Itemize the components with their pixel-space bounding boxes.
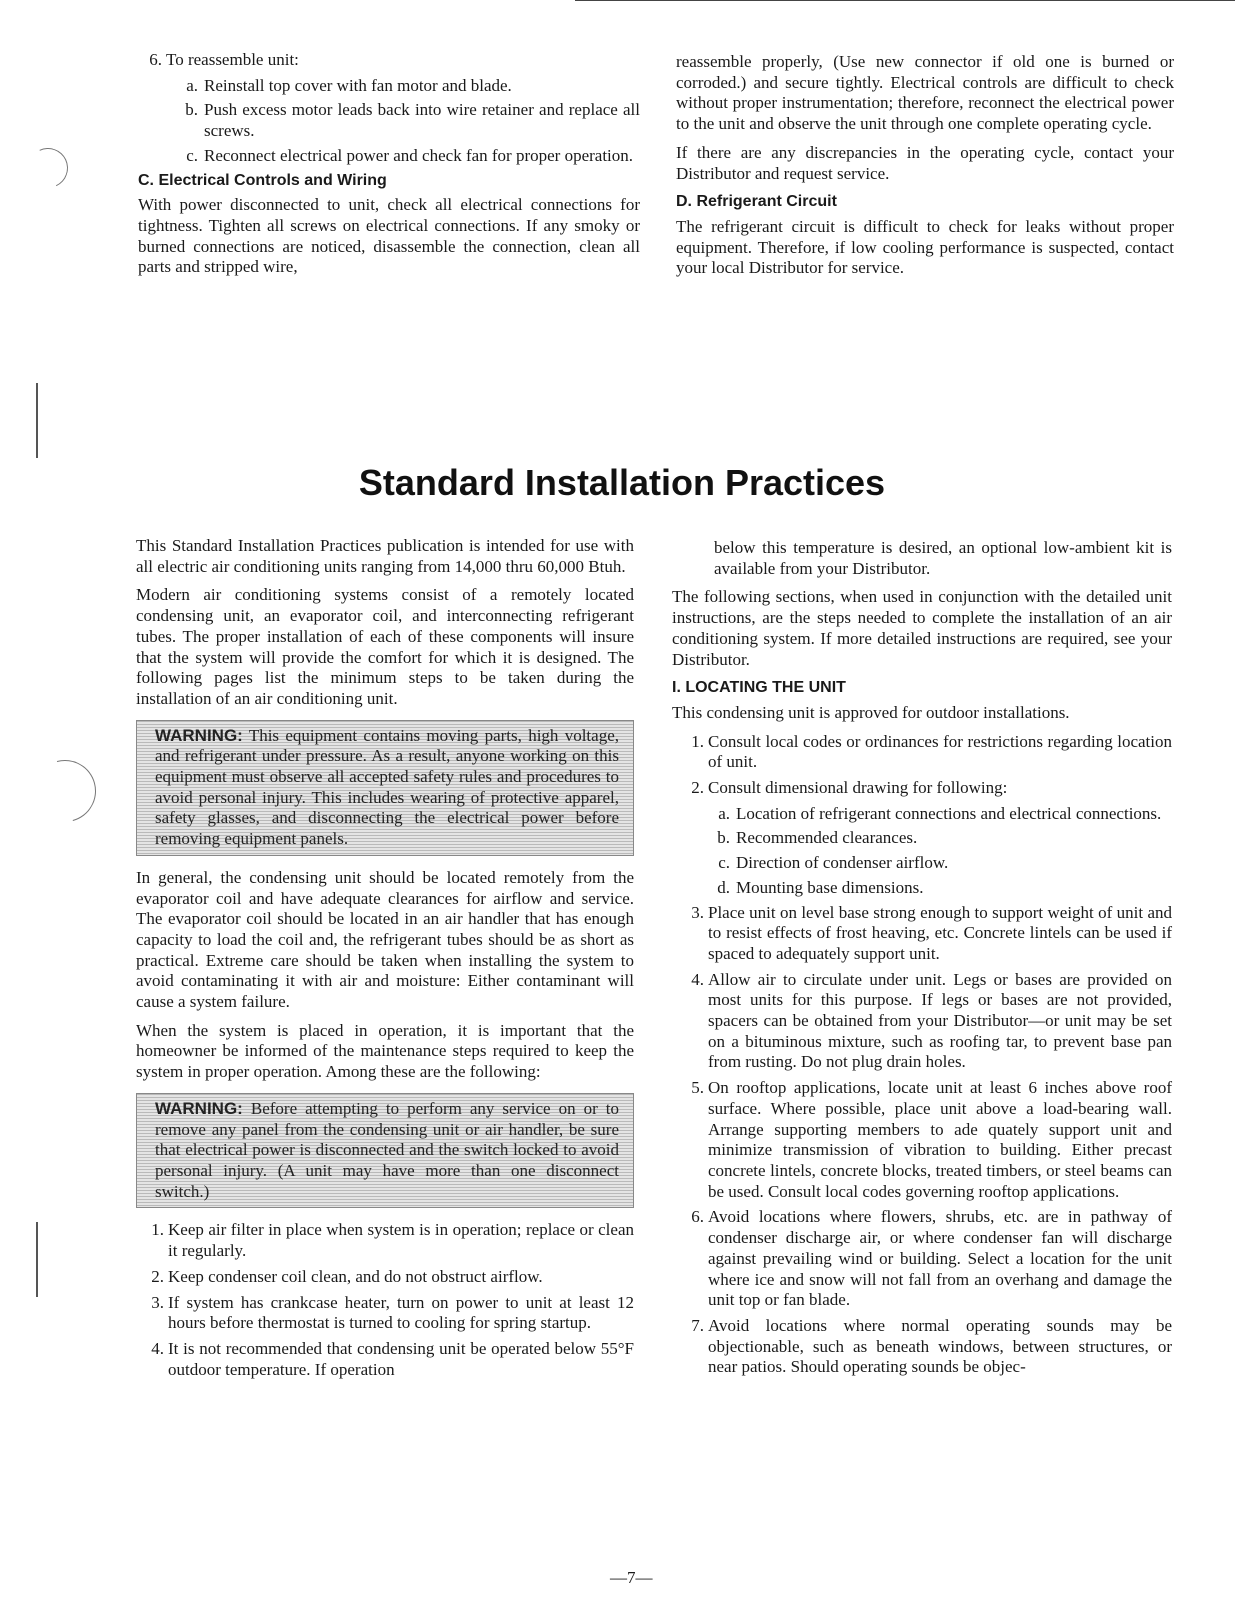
list-item-number: 1. (151, 1220, 164, 1240)
list-item-text: If system has crankcase heater, turn on power to unit at least 12 hours before thermostat is turned to cooling for spring startup. (168, 1292, 634, 1333)
list-item (680, 778, 1172, 799)
sub-item-text: Mounting base dimensions. (736, 877, 924, 897)
list-item (140, 1293, 634, 1334)
list-item-number: 7. (691, 1315, 704, 1335)
list-item (680, 970, 1172, 1074)
list-item-text: Avoid locations where normal operating sounds may be objectionable, such as beneath windows, between structures, or near patios. Should operating sounds be objec- (708, 1315, 1172, 1377)
paragraph: The following sections, when used in conjunction with the detailed unit instructions, are the steps needed to complete the installation of an air conditioning system. If more detailed instructions are required, see your Distributor. (672, 587, 1172, 669)
paragraph: reassemble properly, (Use new connector if old one is burned or corroded.) and secure tightly. Electrical controls are difficult to check without proper instrumentation; therefore, reconnect the electrical power to the unit and observe the unit through one complete operating cycle. (676, 52, 1174, 134)
sub-item-label: a. (718, 803, 730, 823)
sub-item-text: Reconnect electrical power and check fan for proper operation. (204, 145, 634, 165)
warning-label: WARNING: (155, 1098, 243, 1118)
list-item-number: 2. (151, 1266, 164, 1286)
paragraph: Modern air conditioning systems consist of a remotely located condensing unit, an evaporator coil, and interconnecting refrigerant tubes. The proper installation of each of these components will insure that the system will provide the comfort for which it is designed. The following pages list the minimum steps to be taken during the installation of an air conditioning unit. (136, 585, 634, 708)
list-item-text: It is not recommended that condensing unit be operated below 55°F outdoor temperature. If operation (168, 1338, 634, 1379)
list-item-number: 3. (151, 1292, 164, 1312)
sub-item-label: c. (718, 853, 730, 873)
sub-item-text: Push excess motor leads back into wire retainer and replace all screws. (204, 100, 640, 141)
hole-punch-arc-2 (23, 749, 108, 834)
lower-right-column (672, 538, 1172, 1383)
paragraph: In general, the condensing unit should be located remotely from the evaporator coil and have adequate clearances for airflow and service. The evaporator coil should be located in an air handler that has enough capacity to load the coil and, the refrigerant tubes should be as short as practical. Extreme care should be taken when installing the system to avoid contaminating it with air and moisture: Either contaminant will cause a system failure. (136, 867, 634, 1012)
list-item-number: 4. (691, 969, 704, 989)
top-left-column (138, 50, 640, 286)
warning-text: Before attempting to perform any service on or to remove any panel from the condensing unit or air handler, be sure that electrical power is disconnected and the switch locked to avoid personal injury. (A unit may have more than one disconnect switch.) (155, 1098, 620, 1201)
sub-item (178, 100, 640, 141)
list-item-text: Avoid locations where flowers, shrubs, etc. are in pathway of condenser discharge air, or where condenser fan will discharge against prevailing wind or building. Select a location for the unit where ice and snow will not fall from an overhang and damage the unit top or fan blade. (708, 1207, 1172, 1310)
list-item-number: 2. (691, 778, 704, 798)
warning-box-2 (136, 1093, 634, 1209)
list-item-text: Consult local codes or ordinances for restrictions regarding location of unit. (708, 731, 1172, 772)
list-item-text: Keep air filter in place when system is in operation; replace or clean it regularly. (168, 1220, 634, 1261)
list-item (140, 1267, 634, 1288)
sub-item (178, 76, 640, 97)
binder-mark-1 (36, 383, 38, 458)
list-item-text: Place unit on level base strong enough to support weight of unit and to resist effects of frost heaving, etc. Concrete lintels can be used if spaced to adequately support unit. (708, 902, 1172, 963)
list-item (138, 50, 640, 71)
paragraph: If there are any discrepancies in the operating cycle, contact your Distributor and request service. (676, 142, 1174, 183)
section-d-text: The refrigerant circuit is difficult to check for leaks without proper equipment. Therefore, if low cooling performance is suspected, contact your local Distributor for service. (676, 216, 1174, 278)
top-right-column (676, 52, 1174, 287)
binder-mark-2 (36, 1222, 38, 1297)
list-item-text: To reassemble unit: (166, 50, 299, 69)
list-item (680, 1207, 1172, 1311)
list-item-number: 6. (691, 1207, 704, 1227)
page-number: —7— (610, 1568, 653, 1587)
list-item-text: On rooftop applications, locate unit at least 6 inches above roof surface. Where possible, place unit above a load-bearing wall. Arrange supporting members to ade quately support unit and minimize transmission of vibration to building. Either precast concrete lintels, concrete blocks, treated timbers, or steel beams can be used. Consult local codes governing rooftop applications. (708, 1078, 1172, 1201)
warning-text: This equipment contains moving parts, high voltage, and refrigerant under pressure. As a result, anyone working on this equipment must observe all accepted safety rules and procedures to avoid personal injury. This includes wearing of protective apparel, safety glasses, and disconnecting the electrical power before removing equipment panels. (155, 725, 619, 849)
hole-punch-arc-1 (22, 142, 73, 193)
warning-label: WARNING: (155, 725, 243, 745)
sub-item (710, 828, 1172, 849)
warning-box-1 (136, 720, 634, 856)
sub-item-label: a. (186, 75, 198, 95)
paragraph: When the system is placed in operation, it is important that the homeowner be informed of the maintenance steps required to keep the system in proper operation. Among these are the following: (136, 1020, 634, 1082)
sub-item-text: Location of refrigerant connections and electrical connections. (736, 803, 1162, 823)
list-item-number: 4. (151, 1338, 164, 1358)
section-c-text: With power disconnected to unit, check all electrical connections for tightness. Tighten all screws on electrical connections. If any smoky or burned connections are noticed, disassemble the connection, clean all parts and stripped wire, (138, 195, 640, 277)
scan-top-line (575, 0, 1235, 1)
list-item (140, 1339, 634, 1380)
list-item-number: 6. (149, 50, 162, 69)
sub-item (710, 853, 1172, 874)
list-item-text: Keep condenser coil clean, and do not obstruct airflow. (168, 1266, 543, 1286)
paragraph: This Standard Installation Practices publication is intended for use with all electric air conditioning units ranging from 14,000 thru 60,000 Btuh. (136, 536, 634, 576)
sub-item (178, 146, 640, 167)
section-i-heading: I. LOCATING THE UNIT (672, 679, 846, 697)
section-c-heading: C. Electrical Controls and Wiring (138, 171, 387, 189)
list-item-number: 5. (691, 1078, 704, 1098)
list-item-text: Consult dimensional drawing for following: (708, 778, 1008, 798)
lower-left-column (136, 536, 634, 1385)
list-item (680, 732, 1172, 773)
sub-item-text: Reinstall top cover with fan motor and blade. (204, 75, 512, 95)
list-item (680, 1316, 1172, 1378)
list-item (680, 1078, 1172, 1202)
sub-item-label: d. (717, 877, 730, 897)
sub-item-label: c. (186, 145, 198, 165)
section-i-intro: This condensing unit is approved for outdoor installations. (672, 702, 1070, 722)
page-title: Standard Installation Practices (358, 462, 886, 503)
list-item-number: 3. (691, 902, 704, 922)
sub-item (710, 878, 1172, 899)
list-item (680, 903, 1172, 965)
sub-item-text: Direction of condenser airflow. (736, 853, 949, 873)
list-item-text: Allow air to circulate under unit. Legs or bases are provided on most units for this purpose. If legs or bases are not provided, spacers can be obtained from your Distributor—or unit may be set on a bituminous mixture, such as roofing tar, to prevent base pan from rusting. Do not plug drain holes. (708, 969, 1172, 1072)
continued-text: below this temperature is desired, an optional low-ambient kit is available from your Distributor. (714, 538, 1172, 578)
sub-item-text: Recommended clearances. (736, 828, 918, 848)
list-item (140, 1220, 634, 1261)
sub-item (710, 804, 1172, 825)
section-d-heading: D. Refrigerant Circuit (676, 193, 837, 211)
list-item-number: 1. (691, 731, 704, 751)
sub-item-label: b. (717, 828, 730, 848)
sub-item-label: b. (185, 100, 198, 120)
